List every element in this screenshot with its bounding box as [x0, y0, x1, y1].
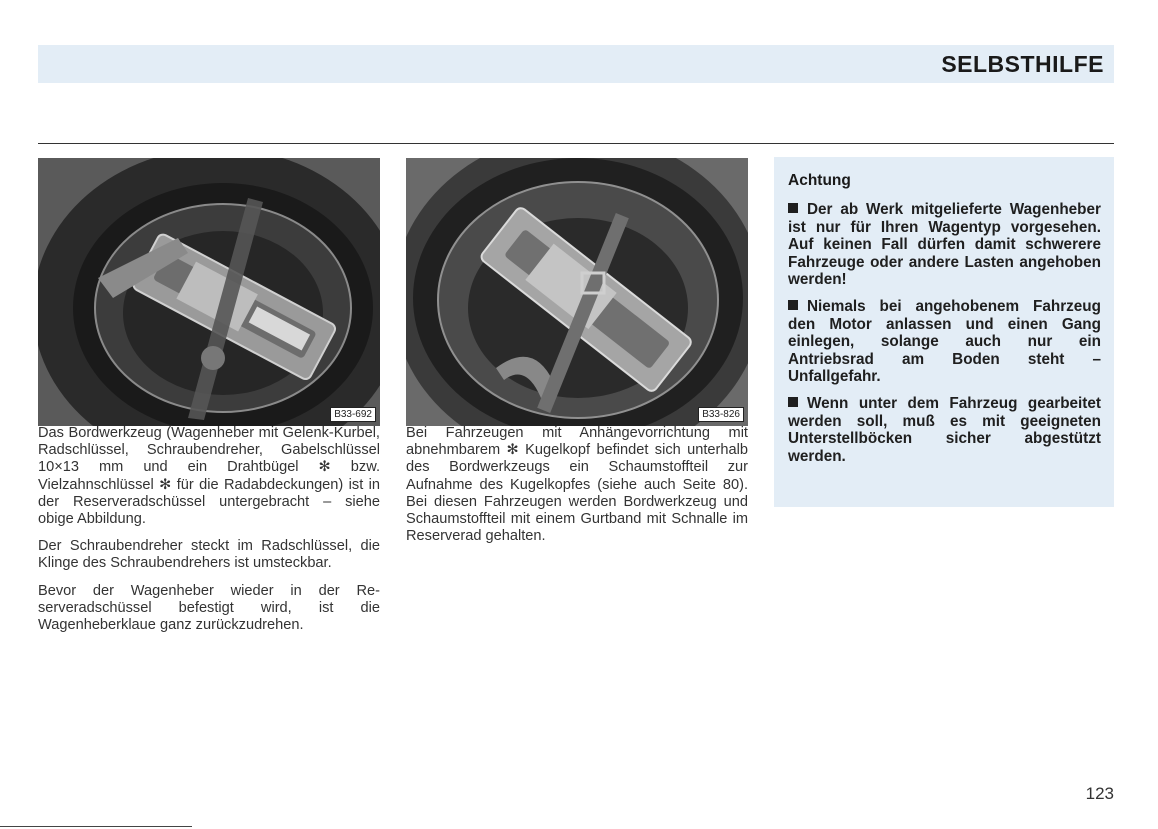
header-rule [38, 143, 1114, 144]
section-title: SELBSTHILFE [941, 51, 1104, 77]
warning-item: Der ab Werk mitgelieferte Wagenheber ist nur für Ihren Wagentyp vorgesehen. Auf keinen Fall dürfen damit schwerere Fahrzeuge oder andere Lasten angehoben werden! [788, 201, 1101, 289]
bullet-square-icon [788, 397, 798, 407]
header-band [38, 45, 1114, 83]
paragraph: Bei Fahrzeugen mit Anhängevorrichtung mit abnehmbarem ✻ Kugelkopf befindet sich unterhalb des Bordwerkzeugs ein Schaumstoffteil zur Aufnahme des Kugelkopfes (siehe auch Seite 80). Bei diesen Fahrzeugen werden Bordwerkzeug und Schaumstoffteil mit einem Gurtband mit Schnalle im Reserverad gehalten. [406, 425, 748, 545]
bullet-square-icon [788, 300, 798, 310]
paragraph: Das Bordwerkzeug (Wagenheber mit Gelenk-Kurbel, Radschlüssel, Schraubendreher, Gabelschlüssel 10×13 mm und ein Drahtbügel ✻ bzw. Vielzahnschlüssel ✻ für die Radabdeckungen) ist in der Reserveradschüssel untergebracht – siehe obige Abbildung. [38, 425, 380, 528]
warning-item: Wenn unter dem Fahrzeug gearbeitet werden soll, muß es mit geeigneten Unterstellböcken sicher abgestützt werden. [788, 394, 1101, 465]
text-column-2 [406, 425, 748, 555]
warning-item: Niemals bei angehobenem Fahrzeug den Motor anlassen und einen Gang einlegen, solange auch nur ein Antriebsrad am Boden steht – Unfallgefahr. [788, 297, 1101, 386]
figure-code: B33-692 [330, 407, 376, 422]
warning-box [774, 157, 1114, 507]
spare-wheel-photo-illustration [38, 158, 380, 426]
warning-title: Achtung [788, 172, 851, 189]
figure-spare-wheel-toolkit [38, 158, 380, 426]
paragraph: Bevor der Wagenheber wieder in der Reserveradschüssel befestigt wird, ist die Wagenheberklaue ganz zurückzudrehen. [38, 582, 380, 634]
spare-wheel-strap-photo-illustration [406, 158, 748, 426]
page-number: 123 [1085, 784, 1114, 803]
figure-code: B33-826 [698, 407, 744, 422]
text-column-1 [38, 425, 380, 644]
bullet-square-icon [788, 203, 798, 213]
warning-text [788, 201, 1101, 474]
paragraph: Der Schraubendreher steckt im Radschlüssel, die Klinge des Schraubendrehers ist umsteckbar. [38, 538, 380, 572]
footer-line [0, 826, 192, 827]
figure-spare-wheel-strap [406, 158, 748, 426]
